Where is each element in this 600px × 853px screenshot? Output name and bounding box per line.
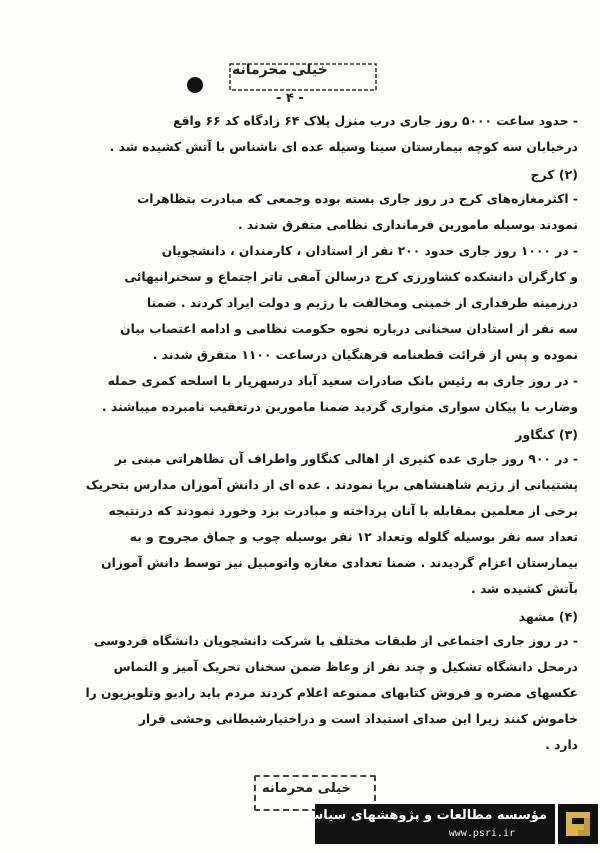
text-line: تعداد سه نفر بوسیله گلوله وتعداد ۱۲ نفر بوسیله چوب و چماق مجروح و به xyxy=(129,530,578,544)
classification-stamp-top-text: خیلی محرمانه xyxy=(232,62,328,78)
text-line: پشتیبانی از رژیم شاهنشاهی برپا نمودند . عده ای از دانش آموزان مدارس بتحریک xyxy=(85,478,578,492)
paragraph xyxy=(40,238,578,368)
section-heading-karaj: (۲) کرج xyxy=(530,167,578,182)
text-line: - حدود ساعت ۵۰۰۰ روز جاری درب منزل پلاک ۶۴ زادگاه کد ۶۶ واقع xyxy=(173,114,578,128)
paragraph xyxy=(40,108,578,160)
text-line: دارد . xyxy=(545,738,578,752)
text-line: وضارب با پیکان سواری متواری گردید ضمنا مامورین درتعقیب نامبرده میباشند . xyxy=(101,400,578,414)
text-line: سه نفر از استادان سخنانی درباره نحوه حکومت نظامی و ادامه اعتصاب بیان xyxy=(120,322,578,336)
institute-name: مؤسسه مطالعات و پژوهشهای سیاسی xyxy=(297,808,547,823)
psri-logo-icon xyxy=(558,804,598,844)
text-line: - در ۹۰۰ روز جاری عده کثیری از اهالی کنگاور واطراف آن تظاهراتی مبنی بر xyxy=(114,452,578,466)
text-line: - در روز جاری به رئیس بانک صادرات سعید آباد درسهریار با اسلحه کمری حمله xyxy=(107,374,578,388)
section-heading-kangavar: (۳) کنگاور xyxy=(515,427,578,442)
text-line: - در روز جاری اجتماعی از طبقات مختلف با شرکت دانشجویان دانشگاه فردوسی xyxy=(93,634,578,648)
paragraph xyxy=(40,446,578,602)
paragraph xyxy=(40,628,578,758)
classification-stamp-bottom-text: خیلی محرمانه xyxy=(262,781,351,796)
text-line: بآتش کشیده شد . xyxy=(471,582,578,596)
text-line: درخیابان سه کوچه بیمارستان سینا وسیله عده ای ناشناس با آتش کشیده شد . xyxy=(109,140,578,154)
text-line: نموده و پس از قرائت قطعنامه فرهنگیان درساعت ۱۱۰۰ متفرق شدند . xyxy=(152,348,578,362)
paragraph xyxy=(40,368,578,420)
punch-hole-icon xyxy=(187,77,203,93)
section-heading-mashhad: (۴) مشهد xyxy=(518,609,578,624)
text-line: خاموش کنند زیرا این صدای استبداد است و دراختیارشیطانی وحشی قرار xyxy=(138,712,578,726)
text-line: و کارگران دانشکده کشاورزی کرج درسالن آمفی تاتر اجتماع و سخنرانیهائی xyxy=(124,270,578,284)
institute-url: www.psri.ir xyxy=(448,828,515,839)
text-line: - در ۱۰۰۰ روز جاری حدود ۲۰۰ نفر از استادان ، کارمندان ، دانشجویان xyxy=(161,244,578,258)
watermark-footer xyxy=(297,804,555,844)
text-line: درمحل دانشگاه تشکیل و چند نفر از وعاظ ضمن سخنان تحریک آمیز و التماس xyxy=(113,660,578,674)
text-line: بیمارستان اعزام گردیدند . ضمنا تعدادی مغازه واتومبیل نیز توسط دانش آموزان xyxy=(101,556,578,570)
text-line: برخی از معلمین بمقابله با آنان پرداخته و مبادرت بزد وخورد نمودند که درنتیجه xyxy=(108,504,578,518)
document-body xyxy=(40,108,578,758)
text-line: درزمینه طرفداری از خمینی ومخالفت با رژیم و دولت ایراد کردند . ضمنا xyxy=(146,296,578,310)
page-number: - ۴ - xyxy=(276,91,304,106)
text-line: نمودند بوسیله مامورین فرمانداری نظامی متفرق شدند . xyxy=(237,218,578,232)
text-line: عکسهای مضره و فروش کتابهای ممنوعه اعلام کردند مردم باید رادیو وتلویزیون را xyxy=(85,686,578,700)
text-line: - اکثرمغازه‌های کرج در روز جاری بسته بوده وجمعی که مبادرت بتظاهرات xyxy=(136,192,578,206)
paragraph xyxy=(40,186,578,238)
